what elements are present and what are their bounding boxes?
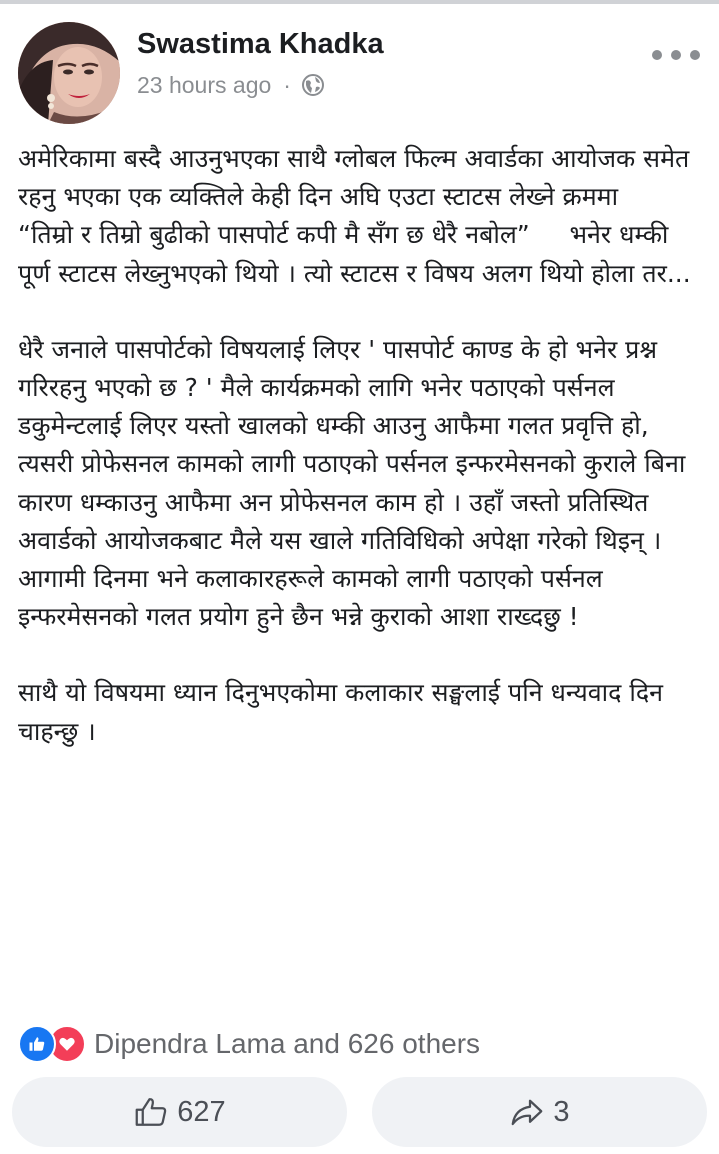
share-count: 3 bbox=[553, 1095, 570, 1128]
like-count: 627 bbox=[177, 1095, 226, 1128]
author-name[interactable]: Swastima Khadka bbox=[137, 28, 384, 60]
reaction-icons bbox=[18, 1025, 86, 1063]
post-timestamp[interactable]: 23 hours ago bbox=[137, 71, 272, 98]
more-dots-icon bbox=[671, 50, 681, 60]
reactions-summary[interactable] bbox=[18, 1026, 480, 1062]
share-arrow-icon bbox=[509, 1094, 545, 1130]
thumbs-up-icon bbox=[133, 1094, 169, 1130]
avatar-photo bbox=[18, 22, 120, 124]
reactions-summary-text[interactable]: Dipendra Lama and 626 others bbox=[94, 1028, 481, 1059]
like-button[interactable] bbox=[12, 1077, 347, 1147]
like-reaction-icon bbox=[18, 1025, 56, 1063]
share-button[interactable] bbox=[372, 1077, 707, 1147]
more-dots-icon bbox=[652, 50, 662, 60]
meta-separator: · bbox=[283, 71, 291, 98]
post-paragraph: साथै यो विषयमा ध्यान दिनुभएकोमा कलाकार सङ्घलाई पनि धन्यवाद दिन चाहन्छु । bbox=[18, 678, 671, 746]
post-paragraph: धेरै जनाले पासपोर्टको विषयलाई लिएर ' पासपोर्ट काण्ड के हो भनेर प्रश्न गरिरहनु भएको छ ? ' मैले कार्यक्रमको लागि भनेर पठाएको पर्सनल डकुमेन्टलाई लिएर यस्तो खालको धम्की आउनु आफैमा गलत प्रवृत्ति हो, त्यसरी प्रोफेसनल कामको लागी पठाएको पर्सनल इन्फरमेसनको कुराले बिना कारण धम्काउनु आफैमा अन प्रोफेसनल काम हो । उहाँ जस्तो प्रतिस्थित अवार्डको आयोजकबाट मैले यस खाले गतिविधिको अपेक्षा गरेको थिइन् । आगामी दिनमा भने कलाकारहरूले कामको लागी पठाएको पर्सनल इन्फरमेसनको गलत प्रयोग हुने छैन भन्ने कुराको आशा राख्दछु ! bbox=[18, 334, 694, 632]
post-text bbox=[18, 140, 708, 751]
more-options-button[interactable] bbox=[652, 40, 700, 70]
more-dots-icon bbox=[690, 50, 700, 60]
post-paragraph: अमेरिकामा बस्दै आउनुभएका साथै ग्लोबल फिल्म अवार्डका आयोजक समेत रहनु भएका एक व्यक्तिले केही दिन अघि एउटा स्टाटस लेख्ने क्रममा “तिम्रो र तिम्रो बुढीको पासपोर्ट कपी मै सँग छ धेरै नबोल” भनेर धम्की पूर्ण स्टाटस लेख्नुभएको थियो । त्यो स्टाटस र विषय अलग थियो होला तर... bbox=[18, 144, 698, 288]
author-avatar[interactable] bbox=[18, 22, 120, 124]
top-divider bbox=[0, 0, 719, 4]
post-meta bbox=[137, 70, 325, 100]
globe-icon bbox=[301, 73, 325, 97]
